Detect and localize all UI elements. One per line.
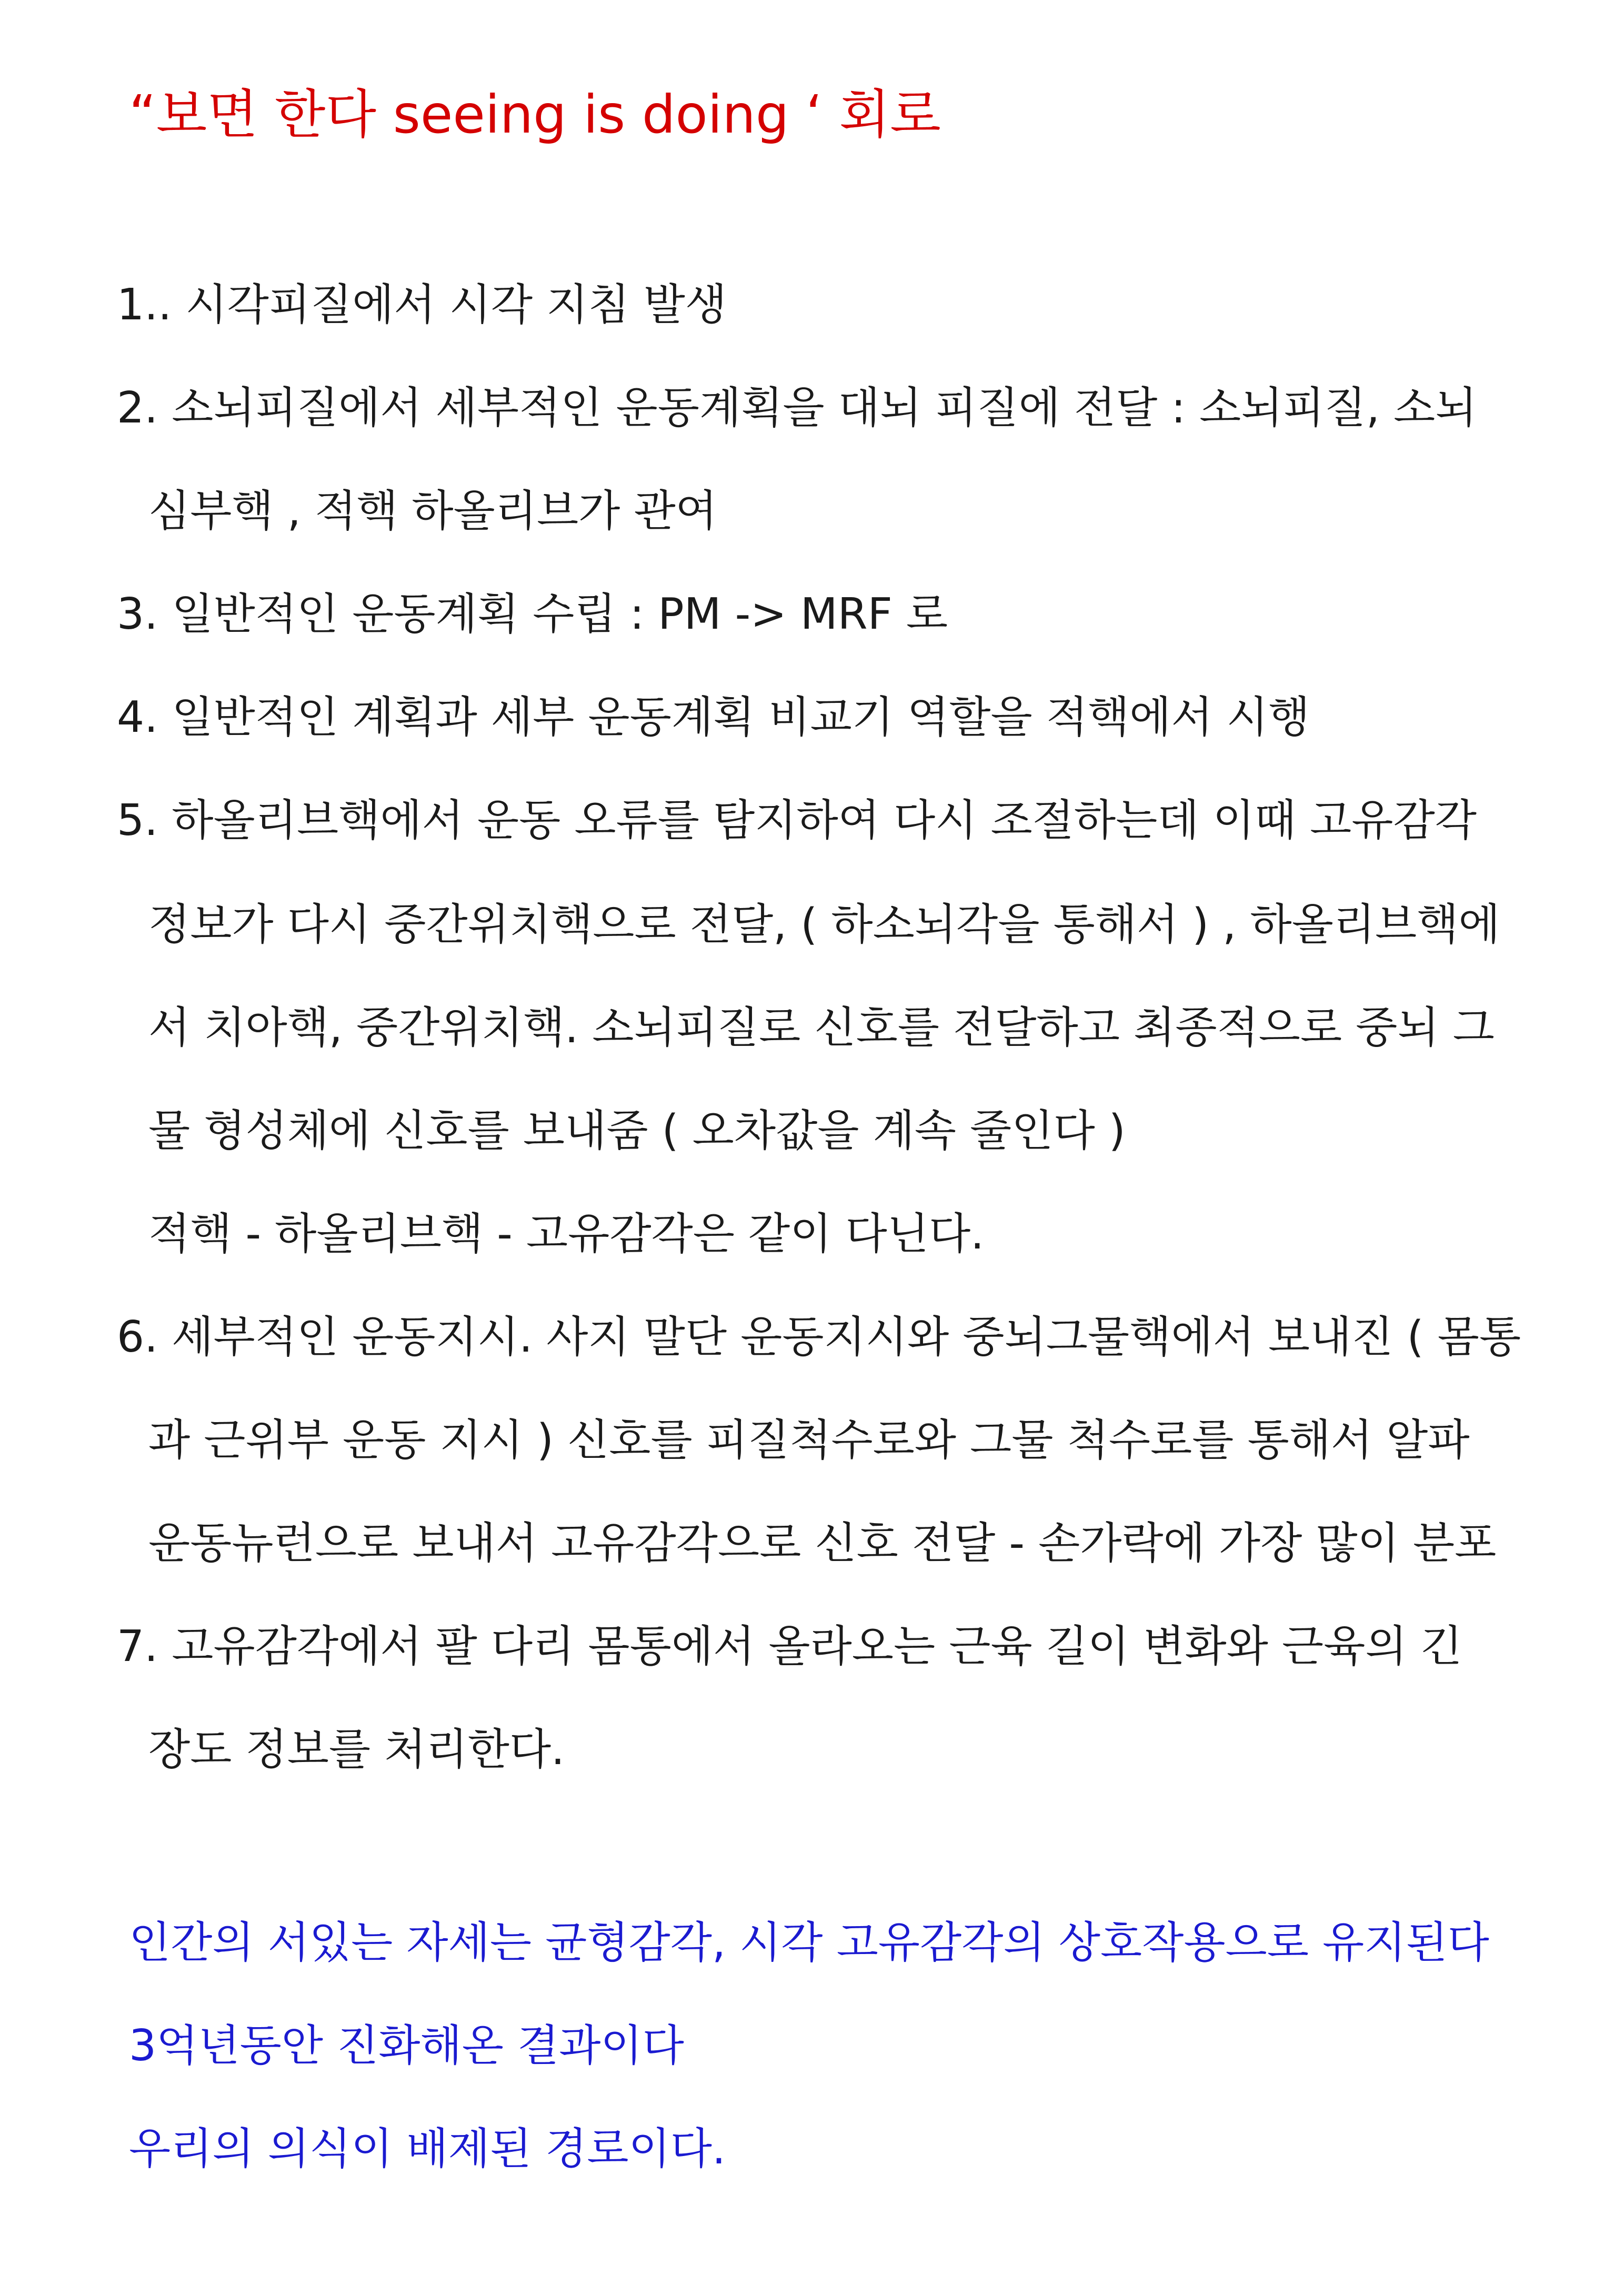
conclusion-line-2: 3억년동안 진화해온 결과이다 <box>129 2021 684 2071</box>
list-item-6-line-1: 6. 세부적인 운동지시. 사지 말단 운동지시와 중뇌그물핵에서 보내진 ( 몸통 <box>117 1312 1521 1362</box>
list-item-5-line-3: 서 치아핵, 중간위치핵. 소뇌피질로 신호를 전달하고 최종적으로 중뇌 그 <box>148 1003 1495 1053</box>
document-title: “보면 한다 seeing is doing ‘ 회로 <box>129 84 941 145</box>
list-item-4-line-1: 4. 일반적인 계획과 세부 운동계획 비교기 역할을 적핵에서 시행 <box>117 692 1310 742</box>
list-item-6-line-2: 과 근위부 운동 지시 ) 신호를 피질척수로와 그물 척수로를 통해서 알파 <box>148 1415 1470 1465</box>
list-item-6-line-3: 운동뉴런으로 보내서 고유감각으로 신호 전달 - 손가락에 가장 많이 분포 <box>148 1518 1497 1568</box>
conclusion-line-3: 우리의 의식이 배제된 경로이다. <box>129 2124 726 2174</box>
list-item-3-line-1: 3. 일반적인 운동계획 수립 : PM -> MRF 로 <box>117 589 948 639</box>
list-item-5-line-2: 정보가 다시 중간위치핵으로 전달, ( 하소뇌각을 통해서 ) , 하올리브핵에 <box>148 900 1500 950</box>
list-item-5-line-5: 적핵 - 하올리브핵 - 고유감각은 같이 다닌다. <box>148 1209 985 1259</box>
list-item-1-line-1: 1.. 시각피질에서 시각 지침 발생 <box>117 280 727 330</box>
list-item-7-line-1: 7. 고유감각에서 팔 다리 몸통에서 올라오는 근육 길이 변화와 근육의 긴 <box>117 1622 1462 1671</box>
list-item-2-line-2: 심부핵 , 적핵 하올리브가 관여 <box>148 486 717 536</box>
list-item-5-line-1: 5. 하올리브핵에서 운동 오류를 탐지하여 다시 조절하는데 이때 고유감각 <box>117 795 1477 845</box>
list-item-5-line-4: 물 형성체에 신호를 보내줌 ( 오차값을 계속 줄인다 ) <box>148 1106 1126 1156</box>
list-item-7-line-2: 장도 정보를 처리한다. <box>148 1725 565 1775</box>
conclusion-line-1: 인간의 서있는 자세는 균형감각, 시각 고유감각의 상호작용으로 유지된다 <box>129 1918 1489 1968</box>
list-item-2-line-1: 2. 소뇌피질에서 세부적인 운동계획을 대뇌 피질에 전달 : 소뇌피질, 소뇌 <box>117 383 1477 433</box>
